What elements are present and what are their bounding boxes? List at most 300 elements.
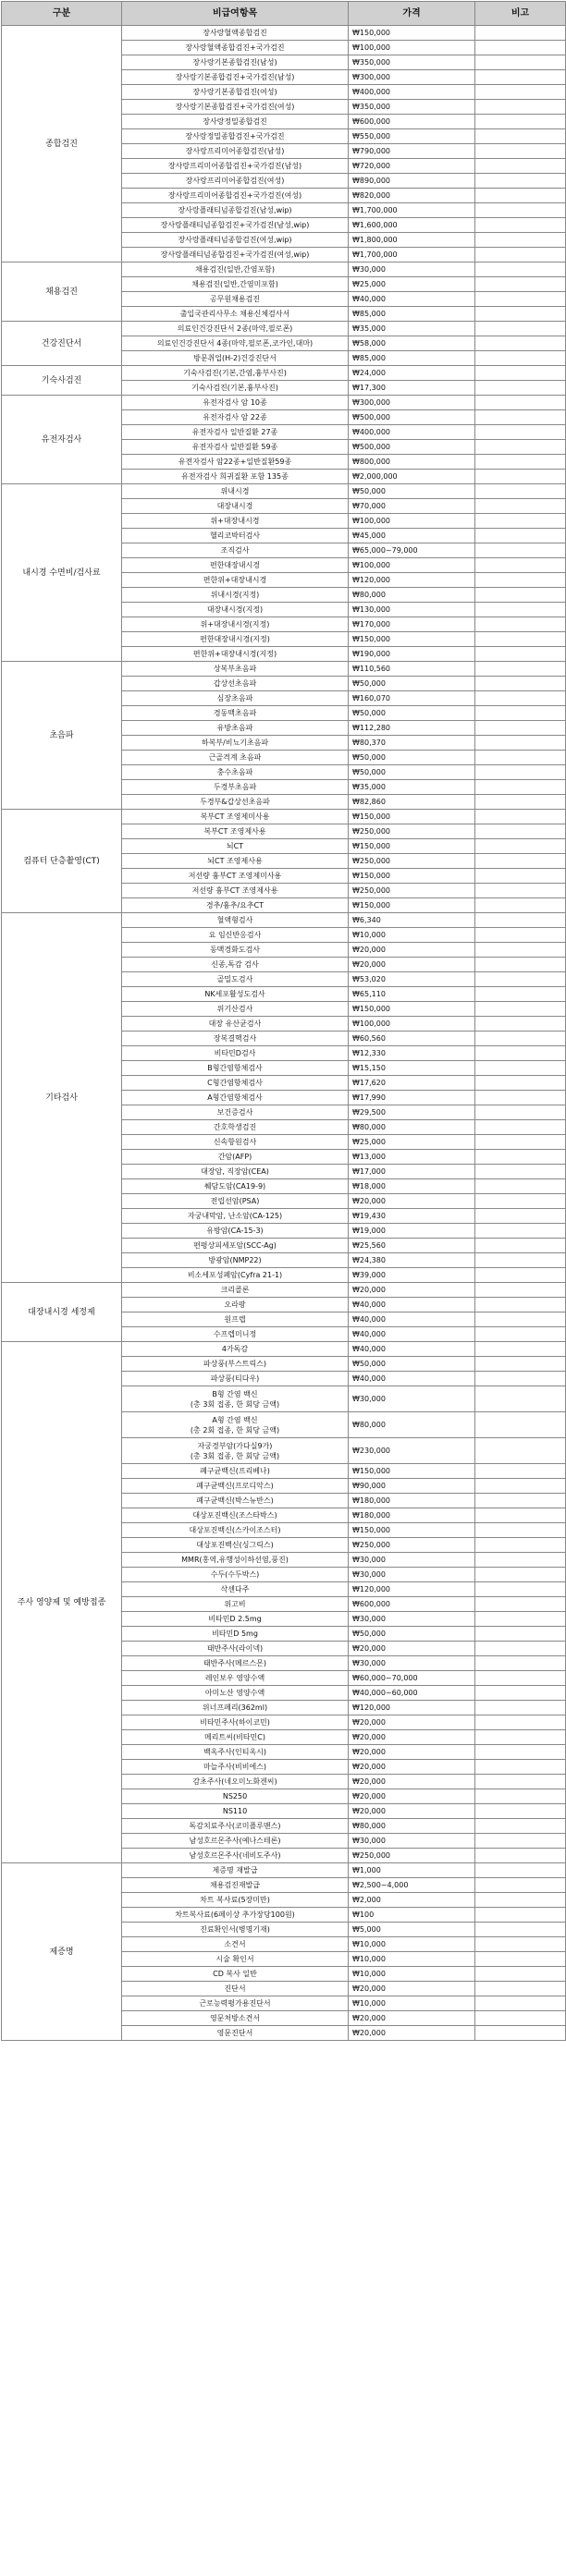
item-cell: 유전자검사 일반질환 59종 bbox=[122, 440, 349, 455]
item-cell: 수프렙미니정 bbox=[122, 1327, 349, 1342]
note-cell bbox=[475, 810, 566, 824]
price-cell: ₩150,000 bbox=[349, 1464, 475, 1479]
item-cell: 요 임신반응검사 bbox=[122, 928, 349, 943]
item-cell: 유전자검사 암 22종 bbox=[122, 410, 349, 425]
item-cell: 위+대장내시경(지정) bbox=[122, 617, 349, 632]
price-cell: ₩20,000 bbox=[349, 1715, 475, 1730]
item-cell: 오라팡 bbox=[122, 1298, 349, 1312]
price-cell: ₩100,000 bbox=[349, 514, 475, 529]
note-cell bbox=[475, 573, 566, 588]
item-cell: 유전자검사 일반질환 27종 bbox=[122, 425, 349, 440]
note-cell bbox=[475, 736, 566, 751]
price-cell: ₩60,560 bbox=[349, 1032, 475, 1046]
price-cell: ₩20,000 bbox=[349, 1775, 475, 1789]
note-cell bbox=[475, 470, 566, 484]
item-cell: 동맥경화도검사 bbox=[122, 943, 349, 958]
note-cell bbox=[475, 248, 566, 262]
item-cell: 전립선암(PSA) bbox=[122, 1194, 349, 1209]
price-cell: ₩90,000 bbox=[349, 1479, 475, 1494]
item-cell: 폐구균백신(프로디악스) bbox=[122, 1479, 349, 1494]
note-cell bbox=[475, 1357, 566, 1372]
note-cell bbox=[475, 41, 566, 55]
item-cell: 4가독감 bbox=[122, 1342, 349, 1357]
item-line: A형 간염 백신 bbox=[212, 1415, 258, 1424]
item-cell: 유전자검사 희귀질환 포함 135종 bbox=[122, 470, 349, 484]
note-cell bbox=[475, 1120, 566, 1135]
item-cell: 경추/흉추/요추CT bbox=[122, 898, 349, 913]
item-cell: 소견서 bbox=[122, 1937, 349, 1952]
note-cell bbox=[475, 913, 566, 928]
note-cell bbox=[475, 351, 566, 366]
note-cell bbox=[475, 85, 566, 100]
note-cell bbox=[475, 588, 566, 603]
note-cell bbox=[475, 1494, 566, 1508]
price-cell: ₩10,000 bbox=[349, 1967, 475, 1982]
item-cell: 장사랑혈액종합검진 bbox=[122, 26, 349, 41]
note-cell bbox=[475, 1967, 566, 1982]
price-cell: ₩39,000 bbox=[349, 1268, 475, 1283]
price-cell: ₩400,000 bbox=[349, 85, 475, 100]
note-cell bbox=[475, 1908, 566, 1923]
price-cell: ₩35,000 bbox=[349, 780, 475, 795]
price-cell: ₩65,110 bbox=[349, 987, 475, 1002]
note-cell bbox=[475, 765, 566, 780]
note-cell bbox=[475, 558, 566, 573]
note-cell bbox=[475, 144, 566, 159]
note-cell bbox=[475, 1982, 566, 1996]
item-cell: 장사랑플래티넘종합검진+국가검진(여성,wip) bbox=[122, 248, 349, 262]
price-cell: ₩1,800,000 bbox=[349, 233, 475, 248]
price-cell: ₩60,000~70,000 bbox=[349, 1671, 475, 1686]
note-cell bbox=[475, 928, 566, 943]
price-cell: ₩40,000 bbox=[349, 1327, 475, 1342]
table-row bbox=[2, 1283, 566, 1298]
price-cell: ₩25,000 bbox=[349, 277, 475, 292]
price-cell: ₩20,000 bbox=[349, 1194, 475, 1209]
table-row bbox=[2, 262, 566, 277]
price-cell: ₩400,000 bbox=[349, 425, 475, 440]
note-cell bbox=[475, 662, 566, 677]
item-cell: 공무원채용검진 bbox=[122, 292, 349, 307]
item-cell: 뇌CT 조영제사용 bbox=[122, 854, 349, 869]
price-cell: ₩500,000 bbox=[349, 440, 475, 455]
item-cell: 장사랑프리미어종합검진(여성) bbox=[122, 174, 349, 189]
item-cell: 기숙사검진(기본,흉부사진) bbox=[122, 381, 349, 396]
item-cell: 장사랑플래티넘종합검진+국가검진(남성,wip) bbox=[122, 218, 349, 233]
note-cell bbox=[475, 529, 566, 543]
note-cell bbox=[475, 1253, 566, 1268]
note-cell bbox=[475, 987, 566, 1002]
note-cell bbox=[475, 869, 566, 884]
price-cell: ₩100 bbox=[349, 1908, 475, 1923]
price-cell: ₩50,000 bbox=[349, 677, 475, 691]
fee-table bbox=[1, 1, 566, 2041]
item-cell: 영문진단서 bbox=[122, 2026, 349, 2041]
price-cell: ₩19,430 bbox=[349, 1209, 475, 1224]
item-cell: 크리콜론 bbox=[122, 1283, 349, 1298]
price-cell: ₩24,380 bbox=[349, 1253, 475, 1268]
price-cell: ₩45,000 bbox=[349, 529, 475, 543]
item-cell: 대상포진백신(스카이조스터) bbox=[122, 1523, 349, 1538]
price-cell: ₩120,000 bbox=[349, 1582, 475, 1597]
note-cell bbox=[475, 455, 566, 470]
item-cell: 췌담도암(CA19-9) bbox=[122, 1179, 349, 1194]
note-cell bbox=[475, 1046, 566, 1061]
item-cell: 장사랑플래티넘종합검진(남성,wip) bbox=[122, 203, 349, 218]
category-cell: 초음파 bbox=[2, 662, 122, 810]
price-cell: ₩150,000 bbox=[349, 839, 475, 854]
note-cell bbox=[475, 706, 566, 721]
note-cell bbox=[475, 958, 566, 972]
note-cell bbox=[475, 1553, 566, 1568]
price-cell: ₩890,000 bbox=[349, 174, 475, 189]
note-cell bbox=[475, 884, 566, 898]
note-cell bbox=[475, 1479, 566, 1494]
price-cell: ₩50,000 bbox=[349, 751, 475, 765]
category-cell: 제증명 bbox=[2, 1863, 122, 2041]
table-row bbox=[2, 1863, 566, 1878]
item-cell: 비소세포성폐암(Cyfra 21-1) bbox=[122, 1268, 349, 1283]
note-cell bbox=[475, 1849, 566, 1863]
note-cell bbox=[475, 1923, 566, 1937]
price-cell: ₩40,000 bbox=[349, 292, 475, 307]
price-cell: ₩1,000 bbox=[349, 1863, 475, 1878]
item-cell: 대상포진백신(조스타박스) bbox=[122, 1508, 349, 1523]
item-cell: 아미노산 영양수액 bbox=[122, 1686, 349, 1701]
item-cell: 수두(수두박스) bbox=[122, 1568, 349, 1582]
price-cell: ₩150,000 bbox=[349, 632, 475, 647]
item-cell: 출입국관리사무소 채용신체검사서 bbox=[122, 307, 349, 322]
price-cell: ₩150,000 bbox=[349, 26, 475, 41]
item-cell: 장사랑기본종합검진+국가검진(남성) bbox=[122, 70, 349, 85]
price-cell: ₩24,000 bbox=[349, 366, 475, 381]
item-cell: 장사랑프리미어종합검진+국가검진(여성) bbox=[122, 189, 349, 203]
note-cell bbox=[475, 1582, 566, 1597]
note-cell bbox=[475, 396, 566, 410]
price-cell: ₩40,000~60,000 bbox=[349, 1686, 475, 1701]
item-cell: 하복부/비뇨기초음파 bbox=[122, 736, 349, 751]
item-line: (총 3회 접종, 한 회당 금액) bbox=[190, 1399, 280, 1409]
note-cell bbox=[475, 410, 566, 425]
item-cell: 진단서 bbox=[122, 1982, 349, 1996]
note-cell bbox=[475, 484, 566, 499]
note-cell bbox=[475, 159, 566, 174]
price-cell: ₩20,000 bbox=[349, 1745, 475, 1760]
note-cell bbox=[475, 100, 566, 115]
item-cell bbox=[122, 1386, 349, 1412]
price-cell: ₩110,560 bbox=[349, 662, 475, 677]
price-cell: ₩50,000 bbox=[349, 1357, 475, 1372]
note-cell bbox=[475, 1298, 566, 1312]
item-cell: 장사랑프리미어종합검진(남성) bbox=[122, 144, 349, 159]
price-cell: ₩40,000 bbox=[349, 1372, 475, 1386]
note-cell bbox=[475, 1996, 566, 2011]
item-cell: NS110 bbox=[122, 1804, 349, 1819]
item-cell: 태반주사(메르스몬) bbox=[122, 1656, 349, 1671]
table-row bbox=[2, 484, 566, 499]
item-cell: B형간염항체검사 bbox=[122, 1061, 349, 1076]
price-cell: ₩30,000 bbox=[349, 1553, 475, 1568]
category-cell: 채용검진 bbox=[2, 262, 122, 322]
item-cell: 비타민D검사 bbox=[122, 1046, 349, 1061]
note-cell bbox=[475, 1135, 566, 1150]
note-cell bbox=[475, 129, 566, 144]
note-cell bbox=[475, 1686, 566, 1701]
item-cell: 대장내시경(지정) bbox=[122, 603, 349, 617]
note-cell bbox=[475, 1386, 566, 1412]
note-cell bbox=[475, 1834, 566, 1849]
item-cell: 차트복사료(6페이상 추가장당100원) bbox=[122, 1908, 349, 1923]
price-cell: ₩20,000 bbox=[349, 958, 475, 972]
price-cell: ₩80,370 bbox=[349, 736, 475, 751]
item-cell: 복부CT 조영제사용 bbox=[122, 824, 349, 839]
note-cell bbox=[475, 1283, 566, 1298]
item-cell: A형간염항체검사 bbox=[122, 1091, 349, 1105]
note-cell bbox=[475, 795, 566, 810]
note-cell bbox=[475, 440, 566, 455]
note-cell bbox=[475, 425, 566, 440]
item-cell: 편한위+대장내시경 bbox=[122, 573, 349, 588]
note-cell bbox=[475, 1061, 566, 1076]
price-cell: ₩720,000 bbox=[349, 159, 475, 174]
item-cell: 비타민주사(하이코민) bbox=[122, 1715, 349, 1730]
price-cell: ₩20,000 bbox=[349, 1804, 475, 1819]
item-cell: 감초주사(네오미노화겐씨) bbox=[122, 1775, 349, 1789]
item-cell: 진료확인서(병명기재) bbox=[122, 1923, 349, 1937]
item-cell: 마늘주사(비비에스) bbox=[122, 1760, 349, 1775]
item-line: B형 간염 백신 bbox=[212, 1389, 258, 1398]
table-row bbox=[2, 810, 566, 824]
note-cell bbox=[475, 1804, 566, 1819]
note-cell bbox=[475, 55, 566, 70]
item-cell: 메리트씨(비타민C) bbox=[122, 1730, 349, 1745]
note-cell bbox=[475, 203, 566, 218]
note-cell bbox=[475, 677, 566, 691]
note-cell bbox=[475, 691, 566, 706]
note-cell bbox=[475, 1760, 566, 1775]
note-cell bbox=[475, 854, 566, 869]
note-cell bbox=[475, 824, 566, 839]
item-cell: 자궁내막암, 난소암(CA-125) bbox=[122, 1209, 349, 1224]
item-cell: 두경부&갑상선초음파 bbox=[122, 795, 349, 810]
item-cell: 편한대장내시경 bbox=[122, 558, 349, 573]
note-cell bbox=[475, 277, 566, 292]
note-cell bbox=[475, 1002, 566, 1017]
item-cell: 충수초음파 bbox=[122, 765, 349, 780]
note-cell bbox=[475, 1239, 566, 1253]
item-cell: 비타민D 2.5mg bbox=[122, 1612, 349, 1627]
note-cell bbox=[475, 1715, 566, 1730]
item-cell: 남성호르몬주사(네비도주사) bbox=[122, 1849, 349, 1863]
price-cell: ₩20,000 bbox=[349, 1642, 475, 1656]
price-cell: ₩250,000 bbox=[349, 1538, 475, 1553]
price-cell: ₩80,000 bbox=[349, 1412, 475, 1438]
item-cell: 갑상선초음파 bbox=[122, 677, 349, 691]
item-cell: 대장 유산균검사 bbox=[122, 1017, 349, 1032]
price-cell: ₩70,000 bbox=[349, 499, 475, 514]
note-cell bbox=[475, 972, 566, 987]
item-cell: 방광암(NMP22) bbox=[122, 1253, 349, 1268]
table-row bbox=[2, 396, 566, 410]
note-cell bbox=[475, 751, 566, 765]
note-cell bbox=[475, 1194, 566, 1209]
price-cell: ₩80,000 bbox=[349, 1120, 475, 1135]
note-cell bbox=[475, 1105, 566, 1120]
category-cell: 종합검진 bbox=[2, 26, 122, 262]
item-cell: 의료인건강진단서 2종(마약,필로폰) bbox=[122, 322, 349, 336]
price-cell: ₩20,000 bbox=[349, 2026, 475, 2041]
item-cell: 위고비 bbox=[122, 1597, 349, 1612]
item-cell: 위너프페리(362ml) bbox=[122, 1701, 349, 1715]
note-cell bbox=[475, 366, 566, 381]
price-cell: ₩250,000 bbox=[349, 1849, 475, 1863]
item-cell: 보건증검사 bbox=[122, 1105, 349, 1120]
item-cell: 폐구균백신(박스뉴반스) bbox=[122, 1494, 349, 1508]
item-cell: 편한대장내시경(지정) bbox=[122, 632, 349, 647]
note-cell bbox=[475, 1701, 566, 1715]
category-cell: 기타검사 bbox=[2, 913, 122, 1283]
note-cell bbox=[475, 1076, 566, 1091]
price-cell: ₩120,000 bbox=[349, 1701, 475, 1715]
price-cell: ₩12,330 bbox=[349, 1046, 475, 1061]
price-cell: ₩85,000 bbox=[349, 351, 475, 366]
table-row bbox=[2, 322, 566, 336]
price-cell: ₩17,300 bbox=[349, 381, 475, 396]
note-cell bbox=[475, 1745, 566, 1760]
item-cell: 레인보우 영양수액 bbox=[122, 1671, 349, 1686]
note-cell bbox=[475, 2011, 566, 2026]
note-cell bbox=[475, 1656, 566, 1671]
category-cell: 주사 영양제 및 예방접종 bbox=[2, 1342, 122, 1863]
note-cell bbox=[475, 174, 566, 189]
price-cell: ₩18,000 bbox=[349, 1179, 475, 1194]
item-cell: 유방초음파 bbox=[122, 721, 349, 736]
item-cell: 신종,독감 검사 bbox=[122, 958, 349, 972]
price-cell: ₩350,000 bbox=[349, 100, 475, 115]
note-cell bbox=[475, 1789, 566, 1804]
price-cell: ₩20,000 bbox=[349, 1283, 475, 1298]
table-row bbox=[2, 913, 566, 928]
header-item: 비급여항목 bbox=[122, 2, 349, 26]
category-cell: 대장내시경 세정제 bbox=[2, 1283, 122, 1342]
note-cell bbox=[475, 1671, 566, 1686]
price-cell: ₩180,000 bbox=[349, 1508, 475, 1523]
note-cell bbox=[475, 1464, 566, 1479]
note-cell bbox=[475, 1209, 566, 1224]
price-cell: ₩600,000 bbox=[349, 115, 475, 129]
price-cell: ₩20,000 bbox=[349, 943, 475, 958]
note-cell bbox=[475, 1568, 566, 1582]
header-row bbox=[2, 2, 566, 26]
price-cell: ₩180,000 bbox=[349, 1494, 475, 1508]
item-cell: 경동맥초음파 bbox=[122, 706, 349, 721]
item-cell: 심장초음파 bbox=[122, 691, 349, 706]
note-cell bbox=[475, 1165, 566, 1179]
price-cell: ₩50,000 bbox=[349, 765, 475, 780]
item-cell: 근골격계 초음파 bbox=[122, 751, 349, 765]
item-cell: NS250 bbox=[122, 1789, 349, 1804]
note-cell bbox=[475, 1523, 566, 1538]
price-cell: ₩20,000 bbox=[349, 1760, 475, 1775]
note-cell bbox=[475, 1224, 566, 1239]
item-cell: 장사랑프리미어종합검진+국가검진(남성) bbox=[122, 159, 349, 174]
item-cell: 유방암(CA-15-3) bbox=[122, 1224, 349, 1239]
note-cell bbox=[475, 1775, 566, 1789]
item-cell: 영문처방소견서 bbox=[122, 2011, 349, 2026]
note-cell bbox=[475, 1032, 566, 1046]
price-cell: ₩230,000 bbox=[349, 1438, 475, 1464]
price-cell: ₩10,000 bbox=[349, 1952, 475, 1967]
item-cell: 장사랑정밀종합검진 bbox=[122, 115, 349, 129]
price-cell: ₩80,000 bbox=[349, 588, 475, 603]
price-cell: ₩1,700,000 bbox=[349, 248, 475, 262]
note-cell bbox=[475, 647, 566, 662]
item-cell: NK세포활성도검사 bbox=[122, 987, 349, 1002]
item-cell: 신속항원검사 bbox=[122, 1135, 349, 1150]
note-cell bbox=[475, 839, 566, 854]
item-cell: 비타민D 5mg bbox=[122, 1627, 349, 1642]
price-cell: ₩160,070 bbox=[349, 691, 475, 706]
item-cell: 파상풍(부스트릭스) bbox=[122, 1357, 349, 1372]
note-cell bbox=[475, 1150, 566, 1165]
category-cell: 유전자검사 bbox=[2, 396, 122, 484]
note-cell bbox=[475, 1179, 566, 1194]
price-cell: ₩40,000 bbox=[349, 1298, 475, 1312]
price-cell: ₩250,000 bbox=[349, 854, 475, 869]
price-cell: ₩100,000 bbox=[349, 558, 475, 573]
note-cell bbox=[475, 381, 566, 396]
note-cell bbox=[475, 1342, 566, 1357]
price-cell: ₩2,000 bbox=[349, 1893, 475, 1908]
item-cell: MMR(홍역,유행성이하선염,풍진) bbox=[122, 1553, 349, 1568]
item-cell: 위내시경 bbox=[122, 484, 349, 499]
price-cell: ₩30,000 bbox=[349, 1834, 475, 1849]
category-cell: 컴퓨터 단층촬영(CT) bbox=[2, 810, 122, 913]
item-cell bbox=[122, 1438, 349, 1464]
note-cell bbox=[475, 292, 566, 307]
item-cell: 방문취업(H-2)건강진단서 bbox=[122, 351, 349, 366]
item-cell: 위내시경(지정) bbox=[122, 588, 349, 603]
price-cell: ₩300,000 bbox=[349, 396, 475, 410]
category-cell: 기숙사검진 bbox=[2, 366, 122, 396]
item-cell: 간호학생검진 bbox=[122, 1120, 349, 1135]
item-cell: 삭센다주 bbox=[122, 1582, 349, 1597]
price-cell: ₩2,000,000 bbox=[349, 470, 475, 484]
item-cell: 장사랑기본종합검진+국가검진(여성) bbox=[122, 100, 349, 115]
price-cell: ₩170,000 bbox=[349, 617, 475, 632]
item-cell: 헬리코박터검사 bbox=[122, 529, 349, 543]
price-cell: ₩130,000 bbox=[349, 603, 475, 617]
price-cell: ₩250,000 bbox=[349, 824, 475, 839]
note-cell bbox=[475, 1642, 566, 1656]
item-cell: 차트 복사료(5장미만) bbox=[122, 1893, 349, 1908]
item-cell: 간암(AFP) bbox=[122, 1150, 349, 1165]
note-cell bbox=[475, 189, 566, 203]
price-cell: ₩150,000 bbox=[349, 869, 475, 884]
note-cell bbox=[475, 1937, 566, 1952]
price-cell: ₩50,000 bbox=[349, 484, 475, 499]
price-cell: ₩58,000 bbox=[349, 336, 475, 351]
item-cell: 장사랑정밀종합검진+국가검진 bbox=[122, 129, 349, 144]
category-cell: 건강진단서 bbox=[2, 322, 122, 366]
note-cell bbox=[475, 1730, 566, 1745]
price-cell: ₩40,000 bbox=[349, 1312, 475, 1327]
price-cell: ₩600,000 bbox=[349, 1597, 475, 1612]
price-cell: ₩800,000 bbox=[349, 455, 475, 470]
note-cell bbox=[475, 499, 566, 514]
note-cell bbox=[475, 233, 566, 248]
item-cell: 채용검진(일반,간염미포함) bbox=[122, 277, 349, 292]
